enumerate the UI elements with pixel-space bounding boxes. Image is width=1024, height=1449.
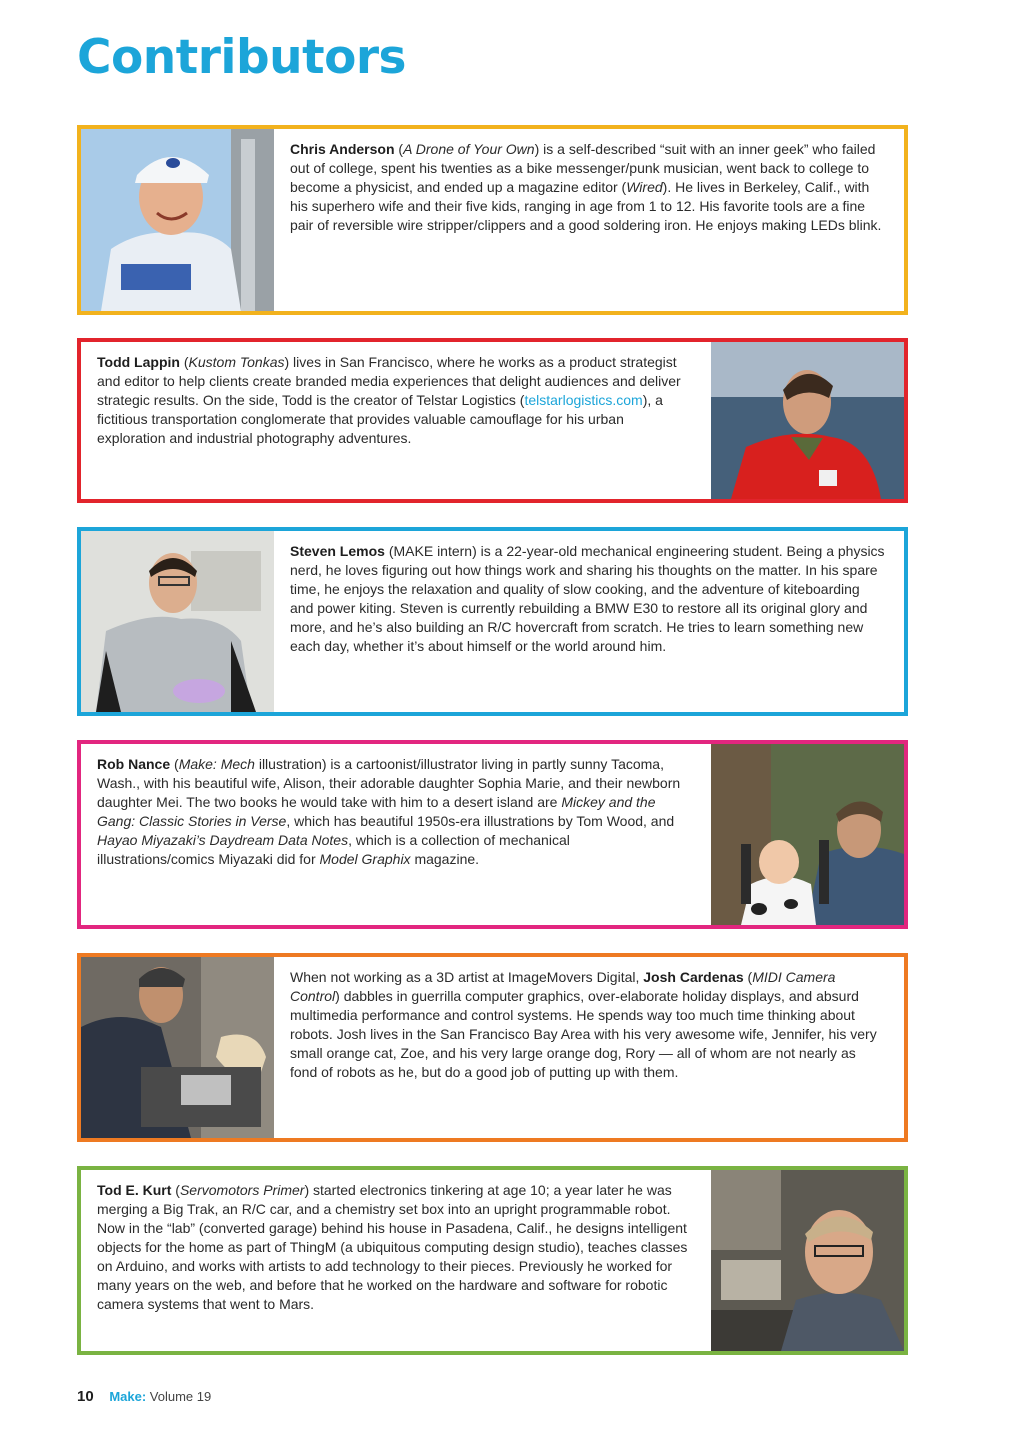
page-number: 10: [77, 1388, 94, 1405]
contributor-bio: Rob Nance (Make: Mech illustration) is a cartoonist/illustrator living in partly sunny Tacoma, Wash., with his beautiful wife, Alison, their adorable daughter Sophia Marie, and their newborn daughter Mei. The two books he would take with him to a desert island are Mickey and the Gang: Classic Stories in Verse, which has beautiful 1950s-era illustrations by Tom Wood, and Hayao Miyazaki’s Daydream Data Notes, which is a collection of mechanical illustrations/comics Miyazaki did for Model Graphix magazine.: [97, 756, 681, 867]
contributor-photo: [81, 129, 274, 311]
page-title: Contributors: [77, 30, 407, 85]
telstar-logistics-link[interactable]: telstarlogistics.com: [524, 392, 643, 408]
contributor-card-chris-anderson: [77, 125, 908, 315]
magazine-name: Make:: [109, 1389, 147, 1404]
contributor-card-steven-lemos: [77, 527, 908, 716]
contributor-photo: [711, 342, 904, 499]
contributor-photo: [711, 744, 904, 925]
contributor-bio: Todd Lappin (Kustom Tonkas) lives in San Francisco, where he works as a product strategist and editor to help clients create branded media experiences that delight audiences and deliver strategic results. On the side, Todd is the creator of Telstar Logistics (telstarlogistics.com), a fictitious transportation conglomerate that provides valuable camouflage for his urban exploration and industrial photography adventures.: [97, 354, 681, 446]
contributor-card-josh-cardenas: [77, 953, 908, 1142]
contributor-photo: [81, 957, 274, 1138]
contributor-photo: [711, 1170, 904, 1351]
contributor-bio: When not working as a 3D artist at ImageMovers Digital, Josh Cardenas (MIDI Camera Control) dabbles in guerrilla computer graphics, over-elaborate holiday displays, and absurd multimedia performance and control systems. He spends way too much time thinking about robots. Josh lives in the San Francisco Bay Area with his very awesome wife, Jennifer, his very small orange cat, Zoe, and his very large orange dog, Rory — all of whom are not nearly as fond of robots as he, but do a good job of putting up with them.: [290, 969, 877, 1080]
contributor-photo: [81, 531, 274, 712]
contributor-bio: Steven Lemos (MAKE intern) is a 22-year-old mechanical engineering student. Being a physics nerd, he loves figuring out how things work and sharing his thoughts on the matter. In his spare time, he enjoys the relaxation and quality of slow cooking, and the adventure of kiteboarding and power kiting. Steven is currently rebuilding a BMW E30 to restore all its original glory and more, and he’s also building an R/C hovercraft from scratch. He tries to learn something new each day, whether it’s about himself or the world around him.: [290, 543, 885, 654]
contributor-bio: Tod E. Kurt (Servomotors Primer) started electronics tinkering at age 10; a year later he was merging a Big Trak, an R/C car, and a chemistry set box into an upright programmable robot. Now in the “lab” (converted garage) behind his house in Pasadena, Calif., he designs intelligent objects for the home as part of ThingM (a ubiquitous computing design studio), teaches classes on Arduino, and works with artists to add technology to their pieces. Previously he worked for many years on the web, and before that he worked on the hardware and software for robotic camera systems that went to Mars.: [97, 1182, 688, 1312]
contributor-card-tod-kurt: [77, 1166, 908, 1355]
contributor-card-todd-lappin: [77, 338, 908, 503]
contributor-card-rob-nance: [77, 740, 908, 929]
contributor-bio: Chris Anderson (A Drone of Your Own) is a self-described “suit with an inner geek” who failed out of college, spent his twenties as a bike messenger/punk musician, went back to college to become a physicist, and ended up a magazine editor (Wired). He lives in Berkeley, Calif., with his superhero wife and their five kids, ranging in age from 1 to 12. His favorite tools are a fine pair of reversible wire stripper/clippers and a good soldering iron. He enjoys making LEDs blink.: [290, 141, 882, 233]
volume-label: Volume 19: [149, 1389, 212, 1404]
page-footer: [77, 1388, 211, 1405]
